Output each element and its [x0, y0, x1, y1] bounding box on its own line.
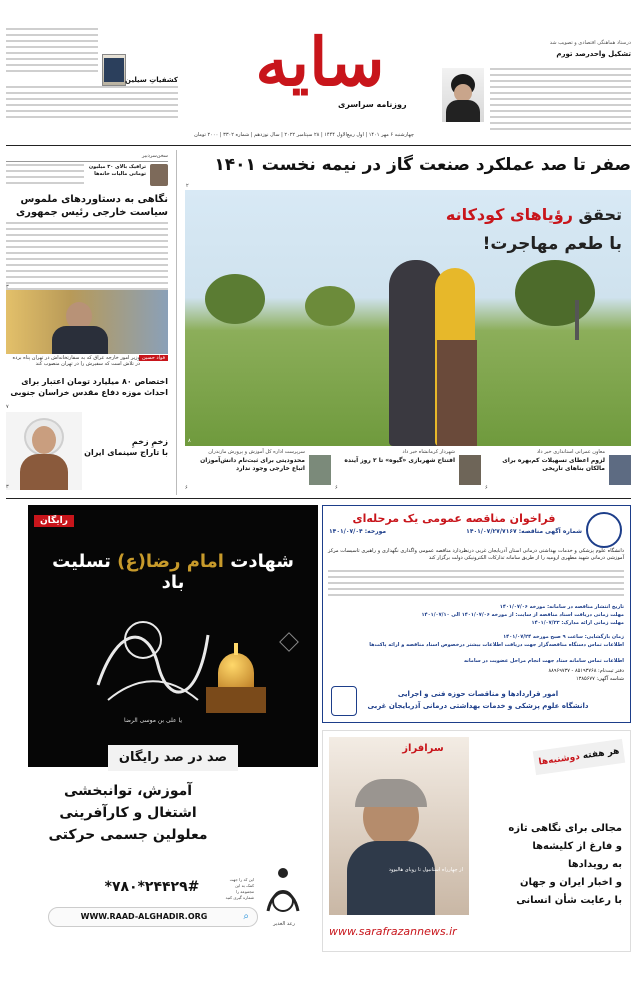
magazine-badge-b: دوشنبه‌ها — [537, 751, 581, 768]
ad-code: *۷۸۰*۲۴۴۲۹# — [104, 879, 200, 895]
magazine-badge — [533, 739, 625, 775]
tender-d3: مهلت زمانی ارائه مدارک: ۱۴۰۱/۰۷/۲۳ — [531, 620, 624, 626]
story3-title-a: زخمِ زخمِ — [131, 437, 168, 446]
story3-title-b: با تاراج سینمای ایران — [84, 448, 168, 457]
small-story-2-title: افتتاح شهربازی «گیوه» تا ۲ روز آینده — [344, 457, 455, 464]
mini-item-lines — [6, 164, 84, 188]
story2-page: ۷ — [6, 404, 9, 410]
story3-title — [84, 436, 168, 458]
ad-condolence — [28, 505, 318, 952]
magazine-line1: مجالی برای نگاهی تازه — [508, 823, 622, 834]
small-story-1-photo — [609, 455, 631, 485]
story3-page: ۳ — [6, 484, 9, 490]
story2-title: اختصاص ۸۰ میلیارد تومان اعتبار برای احداث موزه دفاع مقدس خراسان جنوبی — [10, 377, 168, 397]
small-story-2-kicker: شهردار کرمانشاه خبر داد — [402, 449, 455, 455]
masthead-divider — [6, 145, 631, 146]
tender-d5: اطلاعات تماس دستگاه مناقصه‌گزار جهت دریافت اطلاعات بیشتر درخصوص اسناد مناقصه و ارائه پاکت‌ها — [369, 642, 624, 648]
right-box-portrait — [442, 68, 484, 122]
ad-title-c: تسلیت باد — [52, 551, 185, 593]
main-headline: صفر تا صد عملکرد صنعت گاز در نیمه نخست ۱۴۰۱ — [214, 155, 631, 175]
tender-footer2: دانشگاه علوم پزشکی و خدمات بهداشتی درمانی آذربایجان غربی — [367, 702, 589, 710]
small-story-3 — [185, 449, 331, 495]
left-box-side-text — [6, 28, 98, 84]
main-photo-title — [392, 205, 622, 224]
right-box-text — [490, 68, 631, 132]
photo-caption: وزیر امور خارجه عراق که به سفارتخانه‌اش در تهران پناه برده در تلاش است که سفیرش را در تهران منصوب کند — [12, 355, 140, 367]
left-box-title: کشفیاتِ سیلین — [125, 76, 178, 84]
masthead-dateline: چهارشنبه ۶ مهر ۱۴۰۱ | اول ربیع‌الاول ۱۴۴۴ | ۲۸ سپتامبر ۲۰۲۲ | سال نوزدهم | شماره ۳۳۰۲ | ۲۰۰۰ تومان — [194, 132, 414, 138]
ad-line3: معلولین جسمی حرکتی — [48, 827, 208, 843]
ad-title — [38, 551, 308, 593]
ad-line1: آموزش، توانبخشی — [63, 783, 193, 799]
tender-office: دفتر ثبت‌نام: ۸۵۱۹۳۷۶۸ - ۸۸۹۶۹۷۳۷ — [548, 668, 624, 674]
ad-url-box[interactable] — [48, 907, 258, 927]
magazine-line3: به رویدادها — [567, 859, 622, 870]
masthead-left-box — [6, 14, 178, 132]
tender-ad-id: شناسه آگهی: ۱۳۸۵۶۷۷ — [575, 676, 624, 682]
photo-title-c: با طعم مهاجرت! — [482, 234, 622, 254]
ad-logo — [258, 861, 308, 921]
masthead — [0, 0, 637, 150]
mini-item-title: ترافیک بالای ۳۰ میلیون تومانی مالیات خانه‌ها — [88, 164, 146, 177]
tender-body: دانشگاه علوم پزشکی و خدمات بهداشتی درمانی استان آذربایجان غربی درنظردارد مناقصه عمومی واگذاری نگهداری و راهبری تاسیسات مرکز آموزشی درمانی شهید مطهری ارومیه را از طریق سامانه تدارکات الکترونیکی دولت برگزار کند — [328, 548, 624, 561]
column-divider — [176, 150, 177, 495]
right-box-title: تشکیل واحدرصد تورم — [556, 50, 631, 58]
ad-code-note: این کد را جهت کمک به این مجموعه را شماره گیری کنید — [225, 877, 254, 900]
tender-body-lines — [328, 570, 624, 600]
small-story-1-kicker: معاون عمرانی استانداری خبر داد — [536, 449, 605, 455]
left-box-text — [6, 86, 178, 132]
ad-title-a: شهادت — [230, 551, 294, 572]
ad-url: WWW.RAAD-ALGHADIR.ORG — [80, 912, 208, 921]
photo-title-a: تحقق — [578, 205, 622, 224]
story-photo-minister — [6, 290, 168, 354]
tender-d1: تاریخ انتشار مناقصه در سامانه: مورخه ۱۴۰۱/۰۷/۰۶ — [499, 604, 624, 610]
ad-badge: رایگان — [34, 515, 74, 527]
tender-d6: اطلاعات تماس سامانه ستاد جهت انجام مراحل عضویت در سامانه — [464, 658, 624, 664]
left-rubric-rule — [6, 161, 168, 162]
main-photo — [185, 190, 631, 446]
shrine-dome-icon — [206, 643, 266, 713]
tender-number: شماره آگهی مناقصه: ۱۴۰۱/۰۷/۲۷/۷۱۶۷ — [466, 528, 582, 535]
story1-body — [6, 222, 168, 294]
left-rubric: سخن‌سردبیر — [141, 153, 168, 159]
small-story-1-title: لزوم اعطای تسهیلات کم‌بهره برای مالکان بناهای تاریخی — [502, 457, 605, 472]
small-story-2-page: ۶ — [335, 485, 338, 491]
masthead-right-box — [442, 40, 631, 136]
calligraphy-text: یا علی بن موسی الرضا — [123, 717, 182, 724]
story1-title: نگاهی به دستاوردهای ملموس سیاست خارجی رئیس جمهوری — [15, 194, 168, 218]
photo-page: ۸ — [188, 438, 191, 444]
masthead-subtitle: روزنامه سراسری — [338, 100, 407, 109]
ad-line2: اشتغال و کارآفرینی — [59, 805, 197, 821]
story1-page: ۳ — [6, 284, 9, 290]
magazine-url[interactable]: www.sarafrazannews.ir — [329, 925, 457, 938]
tender-logo-icon — [331, 686, 357, 716]
ad-title-b: امام رضا(ع) — [117, 551, 224, 572]
story-photo-actor — [6, 412, 82, 490]
small-stories — [185, 449, 631, 495]
tender-title: فراخوان مناقصه عمومی یک مرحله‌ای — [352, 512, 556, 525]
magazine-badge-a: هر هفته — [582, 746, 621, 762]
small-story-2-photo — [459, 455, 481, 485]
magazine-line4: و اخبار ایران و جهان — [519, 877, 622, 888]
tender-d4: زمان بازگشایی: ساعت ۹ صبح مورخه ۱۴۰۱/۰۷/۲۴ — [503, 634, 624, 640]
main-headline-page: ۲ — [186, 183, 189, 189]
tender-emblem-icon — [586, 512, 622, 548]
masthead-logo: سایه — [255, 23, 385, 101]
right-box-caption: درستاد هماهنگی اقتصادی و تصویب شد — [549, 40, 631, 46]
photo-title-b: رؤیاهای کودکانه — [445, 205, 573, 224]
small-story-3-photo — [309, 455, 331, 485]
magazine-cover-logo: سرافراز — [402, 743, 444, 754]
magazine-line5: با رعایت شأن انسانی — [516, 895, 622, 906]
tender-d2: مهلت زمانی دریافت اسناد مناقصه از سایت: از مورخه ۱۴۰۱/۰۷/۰۶ الی ۱۴۰۱/۰۷/۱۰ — [421, 612, 624, 618]
search-icon: ⌕ — [243, 911, 249, 922]
calligraphy-art — [88, 605, 218, 715]
small-story-1 — [485, 449, 631, 495]
left-column — [6, 150, 168, 495]
small-story-2 — [335, 449, 481, 495]
ad-magazine — [322, 730, 631, 952]
tender-date: مورخه: ۱۴۰۱/۰۷/۰۴ — [329, 528, 387, 535]
small-story-3-kicker: سرپرست اداره کل آموزش و پرورش مازندران — [208, 449, 305, 455]
ad-strip: صد در صد رایگان — [108, 745, 238, 771]
small-story-3-title: محدودیتی برای ثبت‌نام دانش‌آموزان اتباع خارجی وجود ندارد — [200, 457, 305, 472]
magazine-cover — [329, 737, 469, 915]
photo-caption-tag: فواد حسین — [139, 355, 168, 361]
small-story-3-page: ۶ — [185, 485, 188, 491]
mini-item-avatar — [150, 164, 168, 186]
left-box-book-icon — [104, 58, 124, 82]
ad-tender — [322, 505, 631, 723]
magazine-cover-caption: از چهارراه استانبول تا رویای هالیوود — [388, 867, 463, 873]
tender-footer1: امور قراردادها و مناقصات حوزه فنی و اجرایی — [397, 690, 559, 698]
page-divider — [6, 498, 631, 499]
small-story-1-page: ۶ — [485, 485, 488, 491]
ad-logo-text: رعد الغدیر — [273, 921, 295, 927]
magazine-line2: و فارغ از کلیشه‌ها — [532, 841, 622, 852]
